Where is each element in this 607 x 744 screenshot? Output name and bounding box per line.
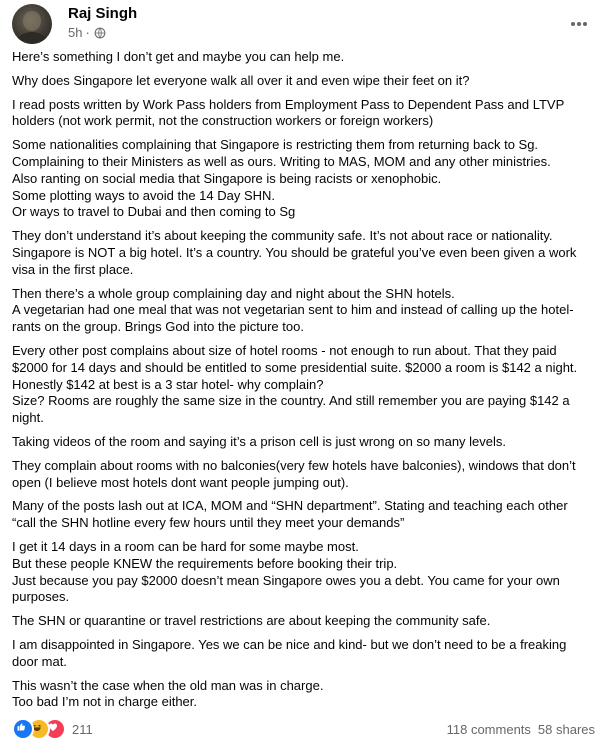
shares-count[interactable]: 58 shares	[537, 721, 595, 737]
post-text-line: This wasn’t the case when the old man was in charge.	[12, 677, 324, 693]
post-paragraph	[12, 343, 592, 427]
post-paragraph	[12, 434, 592, 451]
post-paragraph	[12, 228, 592, 278]
post-text-line: Many of the posts lash out at ICA, MOM and “SHN department”. Stating and teaching each other “call the SHN hotline every few hours until they meet your demands”	[12, 498, 568, 531]
more-options-button[interactable]	[567, 12, 591, 36]
post-paragraph	[12, 613, 592, 630]
post-paragraph	[12, 97, 592, 131]
post-text-line: Why does Singapore let everyone walk all over it and even wipe their feet on it?	[12, 72, 470, 88]
post-paragraph	[12, 49, 592, 66]
post-text-line: I read posts written by Work Pass holders from Employment Pass to Dependent Pass and LTVP holders (not work permit, not the construction workers or foreign workers)	[12, 96, 565, 129]
post-header	[12, 4, 595, 44]
post-paragraph	[12, 286, 592, 336]
globe-icon	[94, 27, 106, 39]
post-text-line: I am disappointed in Singapore. Yes we can be nice and kind- but we don’t need to be a freaking door mat.	[12, 636, 567, 669]
avatar[interactable]	[12, 4, 52, 44]
engagement-stats	[447, 722, 595, 737]
post-paragraph	[12, 137, 592, 221]
post-paragraph	[12, 637, 592, 671]
reactions-summary[interactable]	[12, 718, 93, 740]
like-reaction-icon	[12, 718, 34, 740]
post-paragraph	[12, 678, 592, 712]
post-text-line: Some plotting ways to avoid the 14 Day SHN.	[12, 187, 276, 203]
post-footer	[12, 718, 595, 740]
post-timestamp[interactable]: 5h	[68, 25, 83, 40]
post-text-line: Then there’s a whole group complaining day and night about the SHN hotels.	[12, 285, 455, 301]
post-meta	[68, 25, 106, 40]
post-text-line: Here’s something I don’t get and maybe you can help me.	[12, 49, 345, 64]
author-name[interactable]: Raj Singh	[68, 5, 138, 22]
post-text-line: Some nationalities complaining that Singapore is restricting them from returning back to Sg.	[12, 137, 539, 153]
post-text-line: Every other post complains about size of hotel rooms - not enough to run about. That they paid $2000 for 14 days and should be entitled to some presidential suite. $2000 a room is $142 a night. Honestly $142 at best is a 3 star hotel- why complain?	[12, 342, 578, 392]
post-text-line: I get it 14 days in a room can be hard for some maybe most.	[12, 538, 359, 554]
post-text-line: Also ranting on social media that Singapore is being racists or xenophobic.	[12, 170, 442, 186]
more-icon	[570, 21, 588, 27]
meta-separator: ·	[85, 25, 90, 40]
post-paragraph	[12, 539, 592, 606]
post-body	[12, 49, 592, 718]
comments-count[interactable]: 118 comments	[446, 721, 531, 737]
post-paragraph	[12, 458, 592, 492]
post-paragraph	[12, 73, 592, 90]
post-text-line: A vegetarian had one meal that was not vegetarian sent to him and instead of calling up the hotel- rants on the group. Brings God into the picture too.	[12, 302, 574, 335]
post-text-line: They complain about rooms with no balconies(very few hotels have balconies), windows that don’t open (I believe most hotels dont want people jumping out).	[12, 457, 576, 490]
post-text-line: Taking videos of the room and saying it’s a prison cell is just wrong on so many levels.	[12, 433, 507, 449]
post-paragraph	[12, 498, 592, 532]
post-text-line: Or ways to travel to Dubai and then coming to Sg	[12, 204, 296, 220]
post-text-line: Size? Rooms are roughly the same size in the country. And still remember you are paying $142 a night.	[12, 393, 570, 426]
post-text-line: Too bad I’m not in charge either.	[12, 694, 198, 710]
reaction-count: 211	[72, 721, 93, 737]
post-text-line: The SHN or quarantine or travel restrictions are about keeping the community safe.	[12, 613, 491, 629]
post-text-line: Just because you pay $2000 doesn’t mean Singapore owes you a debt. You came for your own purposes.	[12, 572, 560, 605]
post-text-line: Complaining to their Ministers as well as ours. Writing to MAS, MOM and any other ministries.	[12, 153, 551, 169]
post-text-line: They don’t understand it’s about keeping the community safe. It’s not about race or nationality. Singapore is NOT a big hotel. It’s a country. You should be grateful you’ve even been given a work visa in the first place.	[12, 228, 577, 277]
post-text-line: But these people KNEW the requirements before booking their trip.	[12, 555, 398, 571]
